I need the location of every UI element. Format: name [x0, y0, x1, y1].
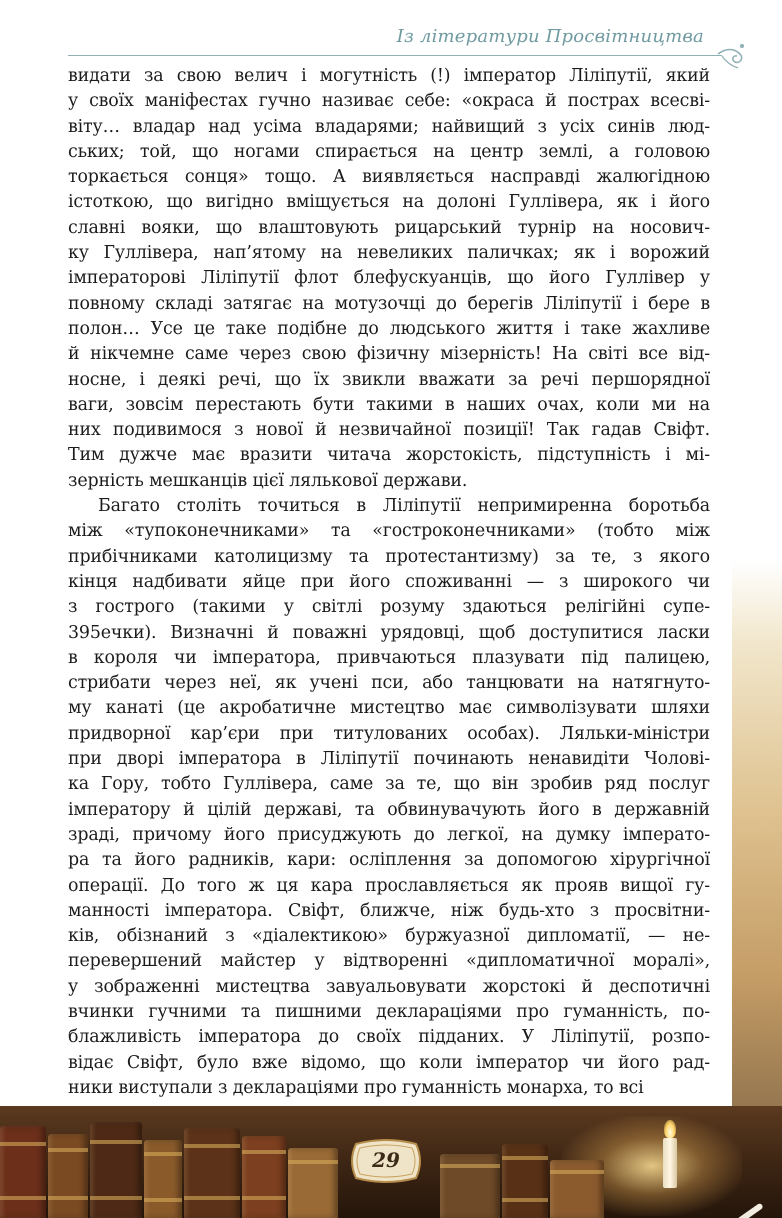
- text-line: блажливість імператора до своїх підданих. У Ліліпутії, розпо-: [68, 1027, 710, 1048]
- text-line: між «тупоконечниками» та «гостроконечниками» (тобто між: [68, 521, 710, 542]
- flame-icon: [664, 1120, 676, 1138]
- text-line: ських; той, що ногами спирається на центр землі, а головою: [68, 141, 710, 162]
- text-line: ваги, зовсім перестають бути такими в наших очах, коли ми на: [68, 394, 710, 415]
- text-line: полон… Усе це таке подібне до людського життя і таке жахливе: [68, 318, 710, 339]
- text-line: стрибати через неї, як учені пси, або танцювати на натягнуто-: [68, 673, 710, 694]
- body-text: [68, 64, 710, 1101]
- text-line: в короля чи імператора, привчаються плазувати під палицею,: [68, 647, 710, 668]
- text-line: істоткою, що вигідно вміщується на долоні Гуллівера, як і його: [68, 192, 710, 213]
- text-line: операції. До того ж ця кара прославляється як прояв вищої гу-: [68, 875, 710, 896]
- text-line: 395ечки). Визначні й поважні урядовці, щоб доступитися ласки: [68, 622, 710, 643]
- book-spine: [48, 1134, 88, 1218]
- text-line: манності імператора. Свіфт, ближче, ніж будь-хто з просвітни-: [68, 900, 710, 921]
- text-line: Тим дужче має вразити читача жорстокість, підступність і мі-: [68, 445, 710, 466]
- page-number: 29: [372, 1148, 400, 1172]
- text-line: кінця надбивати яйце при його споживанні — з широкого чи: [68, 571, 710, 592]
- page-header: [0, 0, 782, 70]
- text-line: носне, і деякі речі, що їх звикли вважати за речі першорядної: [68, 369, 710, 390]
- section-title: Із літератури Просвітництва: [391, 26, 710, 47]
- text-line: повному складі затягає на мотузочці до берегів Ліліпутії і бере в: [68, 293, 710, 314]
- text-line: й нікчемне саме через свою фізичну мізерність! На світі все від-: [68, 344, 710, 365]
- text-line: зерність мешканців цієї лялькової держави.: [68, 470, 468, 491]
- candle: [663, 1138, 677, 1188]
- text-line: імператору й цілій державі, та обвинувачують його в державній: [68, 799, 710, 820]
- book-spine: [90, 1122, 142, 1218]
- paragraph-1: [68, 64, 710, 494]
- text-line: при дворі імператора в Ліліпутії починають ненавидіти Чолові-: [68, 749, 710, 770]
- text-line: з гострого (такими у світлі розуму здаються релігійні супе-: [68, 597, 710, 618]
- text-line: відає Свіфт, було вже відомо, що коли імператор чи його рад-: [68, 1052, 710, 1073]
- book-spine: [440, 1154, 500, 1218]
- flourish-icon: [716, 38, 746, 72]
- book-spine: [242, 1136, 286, 1218]
- text-line: ка Гору, тобто Гуллівера, саме за те, що він зробив ряд послуг: [68, 774, 710, 795]
- text-line: перевершений майстер у відтворенні «дипломатичної моралі»,: [68, 951, 710, 972]
- text-line: у зображенні мистецтва завуальовувати жорстокі й деспотичні: [68, 976, 710, 997]
- edge-decoration: [732, 560, 782, 1120]
- text-line: ків, обізнаний з «діалектикою» буржуазної дипломатії, — не-: [68, 926, 710, 947]
- book-spine: [502, 1144, 548, 1218]
- header-rule: [68, 55, 722, 56]
- page-number-plaque: [346, 1138, 426, 1184]
- book-spine: [144, 1140, 182, 1218]
- text-line: прибічниками католицизму та протестантизму) за те, з якого: [68, 546, 710, 567]
- text-line: му канаті (це акробатичне мистецтво має символізувати шляхи: [68, 698, 710, 719]
- text-line: видати за свою велич і могутність (!) імператор Ліліпутії, який: [68, 66, 710, 86]
- text-line: зраді, причому його присуджують до легкої, на думку імперато-: [68, 824, 710, 845]
- book-spine: [288, 1148, 338, 1218]
- text-line: ники виступали з деклараціями про гуманність монарха, то всі: [68, 1077, 644, 1098]
- paragraph-2: [68, 494, 710, 1101]
- text-line: імператорові Ліліпутії флот блефускуанців, що його Гуллівер у: [68, 268, 710, 289]
- book-spine: [0, 1126, 46, 1218]
- text-line: придворної кар’єри при титулованих особах). Ляльки-міністри: [68, 723, 710, 744]
- text-line: славні вояки, що влаштовують рицарський турнір на носович-: [68, 217, 710, 238]
- text-line: у своїх маніфестах гучно називає себе: «окраса й пострах всесві-: [68, 91, 710, 112]
- text-line: ра та його радників, кари: осліплення за допомогою хірургічної: [68, 850, 710, 871]
- text-line: вчинки гучними та пишними деклараціями про гуманність, по-: [68, 1001, 710, 1022]
- text-line: віту… владар над усіма владарями; найвищий з усіх синів люд-: [68, 116, 710, 137]
- text-line: них подивимося з нової й незвичайної позиції! Так гадав Свіфт.: [68, 420, 710, 441]
- book-spine: [184, 1128, 240, 1218]
- text-line: Багато століть точиться в Ліліпутії непримиренна боротьба: [98, 496, 710, 517]
- text-line: ку Гуллівера, нап’ятому на невеликих паличках; як і ворожий: [68, 243, 710, 264]
- book-spine: [550, 1160, 604, 1218]
- text-line: торкається сонця» тощо. А виявляється насправді жалюгідною: [68, 167, 710, 188]
